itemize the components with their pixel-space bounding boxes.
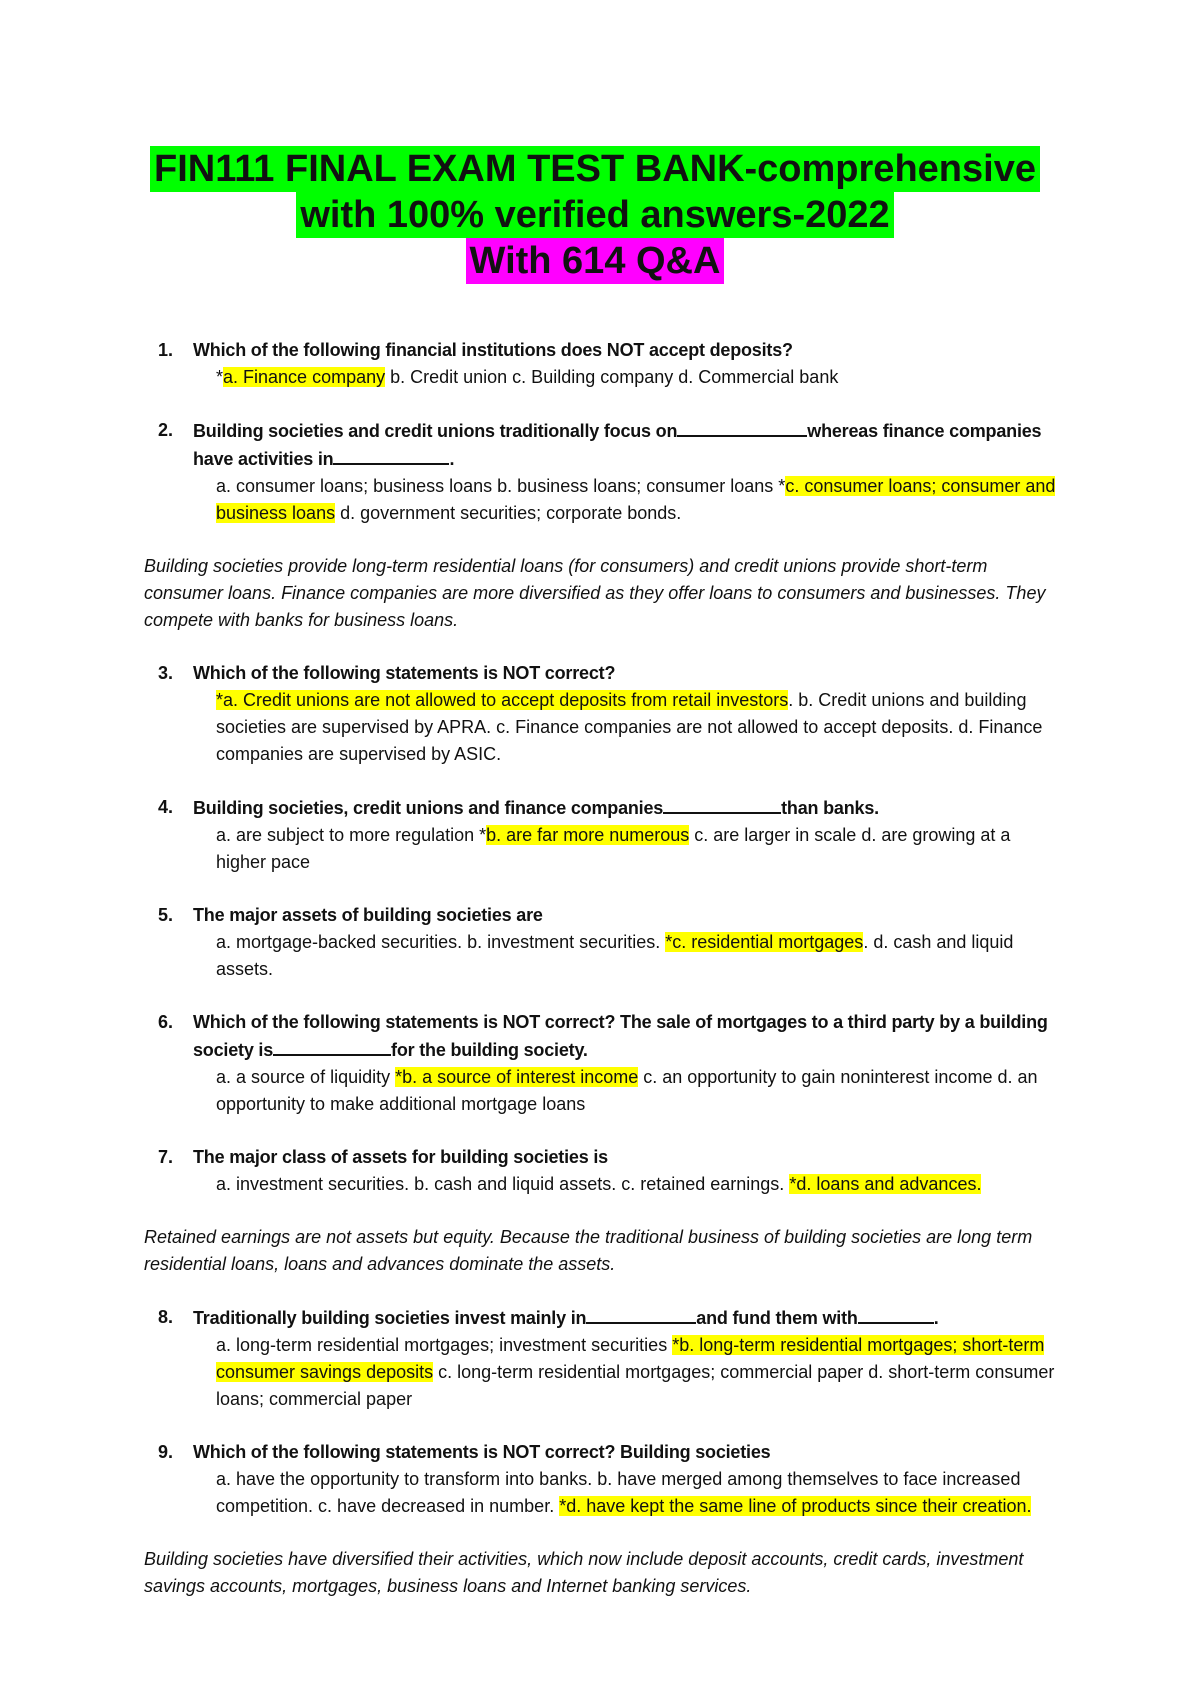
question-number: 3.	[158, 663, 174, 683]
question-text-part: Which of the following statements is NOT correct? The sale of mortgages to a third party by a building society is	[193, 1012, 1048, 1060]
question-4	[158, 794, 1053, 876]
question-list	[0, 337, 1190, 1626]
question-2	[158, 417, 1056, 527]
question-5	[158, 902, 1053, 983]
answer-pre: a. a source of liquidity	[216, 1067, 396, 1087]
question-1	[158, 337, 1053, 391]
answer-pre: *	[216, 367, 224, 387]
explanation-note: Retained earnings are not assets but equity. Because the traditional business of building societies are long term residential loans, loans and advances dominate the assets.	[144, 1227, 1033, 1274]
answer-post: d. government securities; corporate bonds.	[335, 503, 682, 523]
document-title	[0, 146, 1190, 284]
question-text: Which of the following financial institutions does NOT accept deposits?	[193, 340, 793, 360]
answer-post: . b. Credit unions and building societies are supervised by APRA. c. Finance companies are not allowed to accept deposits. d. Finance companies are supervised by ASIC.	[216, 690, 1043, 764]
correct-answer: *a. Credit unions are not allowed to accept deposits from retail investors	[216, 690, 789, 710]
question-number: 5.	[158, 905, 174, 925]
question-text-part: whereas finance companies have activities in	[193, 421, 1042, 469]
answer-options	[216, 1064, 1056, 1118]
answer-pre: a. consumer loans; business loans b. business loans; consumer loans *	[216, 476, 786, 496]
question-text: The major assets of building societies are	[193, 905, 543, 925]
question-number: 4.	[158, 797, 174, 817]
question-text	[193, 417, 1053, 473]
question-number: 9.	[158, 1442, 174, 1462]
question-text-part: than banks.	[781, 798, 879, 818]
answer-options	[216, 687, 1056, 768]
fill-blank	[663, 794, 781, 814]
question-text-part: and fund them with	[696, 1308, 858, 1328]
question-text	[193, 1009, 1053, 1064]
question-text-part: for the building society.	[391, 1040, 588, 1060]
answer-options	[216, 473, 1056, 527]
question-text: The major class of assets for building societies is	[193, 1147, 608, 1167]
answer-options	[216, 1332, 1056, 1413]
correct-answer: *b. long-term residential mortgages; short-term consumer savings deposits	[216, 1335, 1045, 1382]
answer-post: c. an opportunity to gain noninterest income d. an opportunity to make additional mortgage loans	[216, 1067, 1038, 1114]
answer-pre: a. have the opportunity to transform into banks. b. have merged among themselves to face increased competition. c. have decreased in number.	[216, 1469, 1021, 1516]
answer-options	[216, 1466, 1056, 1520]
question-text-part: Traditionally building societies invest mainly in	[193, 1308, 587, 1328]
question-number: 6.	[158, 1012, 174, 1032]
explanation-note: Building societies have diversified their activities, which now include deposit accounts, credit cards, investment savings accounts, mortgages, business loans and Internet banking services.	[144, 1549, 1024, 1596]
correct-answer: c. consumer loans; consumer and business loans	[216, 476, 1056, 523]
question-3	[158, 660, 1053, 768]
answer-post: . d. cash and liquid assets.	[216, 932, 1014, 979]
answer-post: b. Credit union c. Building company d. Commercial bank	[385, 367, 839, 387]
fill-blank	[273, 1036, 391, 1056]
answer-options	[216, 929, 1056, 983]
correct-answer: a. Finance company	[223, 367, 386, 387]
question-text	[193, 1304, 1053, 1332]
question-text: Which of the following statements is NOT correct? Building societies	[193, 1442, 771, 1462]
answer-pre: a. mortgage-backed securities. b. investment securities.	[216, 932, 666, 952]
question-7	[158, 1144, 1053, 1198]
explanation-note: Building societies provide long-term residential loans (for consumers) and credit unions provide short-term consumer loans. Finance companies are more diversified as they offer loans to consumers and businesses. They compete with banks for business loans.	[144, 556, 1046, 630]
question-text-part: Building societies, credit unions and finance companies	[193, 798, 664, 818]
fill-blank	[586, 1304, 696, 1324]
correct-answer: *d. have kept the same line of products since their creation.	[559, 1496, 1032, 1516]
fill-blank	[858, 1304, 934, 1324]
question-number: 7.	[158, 1147, 174, 1167]
answer-options	[216, 1171, 1056, 1198]
correct-answer: *b. a source of interest income	[395, 1067, 639, 1087]
correct-answer: *d. loans and advances.	[789, 1174, 982, 1194]
title-line-1: FIN111 FINAL EXAM TEST BANK-comprehensive	[150, 146, 1040, 192]
question-6	[158, 1009, 1053, 1118]
question-number: 2.	[158, 420, 174, 440]
correct-answer: *c. residential mortgages	[665, 932, 864, 952]
question-text-part: .	[933, 1308, 939, 1328]
title-line-2: with 100% verified answers-2022	[296, 192, 893, 238]
answer-post: c. long-term residential mortgages; commercial paper d. short-term consumer loans; commercial paper	[216, 1362, 1055, 1409]
question-text-part: .	[449, 449, 455, 469]
question-text: Which of the following statements is NOT correct?	[193, 663, 616, 683]
question-number: 8.	[158, 1307, 174, 1327]
fill-blank	[677, 417, 807, 437]
answer-options	[216, 822, 1056, 876]
question-9	[158, 1439, 1053, 1520]
fill-blank	[333, 445, 449, 465]
answer-post: c. are larger in scale d. are growing at a higher pace	[216, 825, 1011, 872]
question-number: 1.	[158, 340, 174, 360]
question-text-part: Building societies and credit unions traditionally focus on	[193, 421, 678, 441]
answer-pre: a. long-term residential mortgages; investment securities	[216, 1335, 673, 1355]
answer-pre: a. investment securities. b. cash and liquid assets. c. retained earnings.	[216, 1174, 790, 1194]
answer-pre: a. are subject to more regulation *	[216, 825, 487, 845]
title-line-3: With 614 Q&A	[466, 238, 725, 284]
correct-answer: b. are far more numerous	[486, 825, 690, 845]
question-text	[193, 794, 1053, 822]
question-8	[158, 1304, 1055, 1413]
answer-options	[216, 364, 1056, 391]
